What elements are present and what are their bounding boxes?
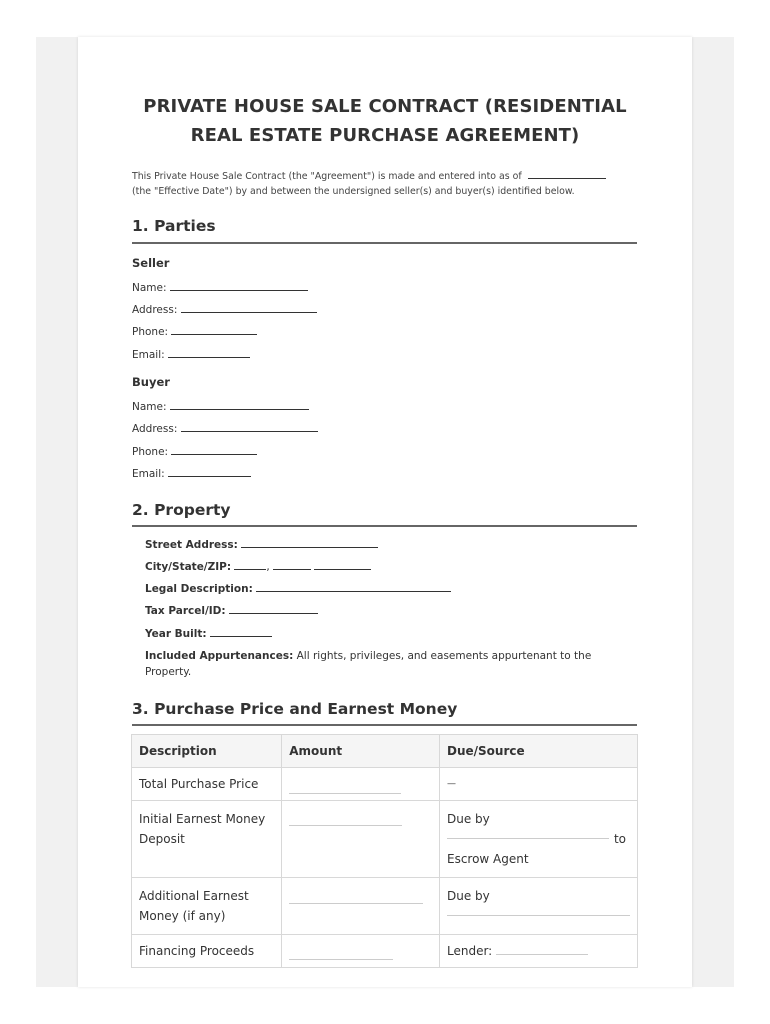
seller-address-label: Address: [132,304,178,316]
initial-earnest-escrow-agent: Escrow Agent [446,852,529,866]
year-built-row [145,626,272,640]
initial-earnest-due-by: Due by [446,812,490,826]
legal-description-label: Legal Description: [145,583,253,595]
buyer-phone-label: Phone: [132,446,169,458]
tax-parcel-row [145,603,318,617]
section-property-heading: 2. Property [132,501,231,519]
total-price-description: Total Purchase Price [132,768,282,801]
additional-earnest-due-date-field[interactable] [447,915,630,916]
buyer-address-row [132,421,318,435]
section-divider [132,242,637,244]
seller-email-row [132,347,250,361]
table-row [132,801,638,878]
table-header-row [132,735,638,768]
buyer-name-field[interactable] [170,399,309,410]
initial-earnest-due-date-field[interactable] [447,838,609,839]
city-state-zip-label: City/State/ZIP: [145,561,232,573]
buyer-name-label: Name: [132,401,167,413]
table-row [132,935,638,968]
buyer-phone-row [132,444,257,458]
table-row [132,878,638,935]
seller-email-field[interactable] [168,347,250,358]
document-title-line-2: REAL ESTATE PURCHASE AGREEMENT) [190,125,580,146]
buyer-email-field[interactable] [168,466,251,477]
initial-earnest-desc-line-2: Deposit [139,832,185,846]
initial-earnest-amount-cell [282,801,440,878]
financing-amount-cell [282,935,440,968]
financing-amount-field[interactable] [289,959,393,960]
additional-earnest-amount-cell [282,878,440,935]
buyer-phone-field[interactable] [171,444,257,455]
initial-earnest-description [132,801,282,878]
street-address-row [145,537,378,551]
initial-earnest-to: to [613,832,626,846]
column-header-amount: Amount [282,735,440,768]
section-parties-heading: 1. Parties [132,217,216,235]
intro-text-1: This Private House Sale Contract (the "Agreement") is made and entered into as of [132,171,522,182]
street-address-field[interactable] [241,537,378,548]
year-built-label: Year Built: [145,628,207,640]
initial-earnest-due-source [439,801,637,878]
seller-phone-field[interactable] [171,324,257,335]
appurtenances-row [145,650,591,662]
seller-address-field[interactable] [181,302,317,313]
appurtenances-text: All rights, privileges, and easements appurtenant to the [293,650,592,662]
initial-earnest-amount-field[interactable] [289,825,402,826]
intro-line-2: (the "Effective Date") by and between the undersigned seller(s) and buyer(s) identified below. [132,186,575,197]
financing-description: Financing Proceeds [132,935,282,968]
purchase-price-table [131,734,638,968]
legal-description-field[interactable] [256,581,451,592]
total-price-amount-cell [282,768,440,801]
tax-parcel-field[interactable] [229,603,318,614]
buyer-heading: Buyer [132,375,170,389]
city-field[interactable] [234,559,266,570]
buyer-address-field[interactable] [181,421,318,432]
column-header-description: Description [132,735,282,768]
column-header-due-source: Due/Source [439,735,637,768]
table-row [132,768,638,801]
seller-address-row [132,302,317,316]
city-comma: , [266,561,270,573]
seller-name-field[interactable] [170,280,308,291]
buyer-address-label: Address: [132,423,178,435]
seller-name-label: Name: [132,282,167,294]
year-built-field[interactable] [210,626,272,637]
buyer-email-row [132,466,251,480]
seller-heading: Seller [132,256,170,270]
street-address-label: Street Address: [145,539,238,551]
buyer-name-row [132,399,309,413]
additional-earnest-amount-field[interactable] [289,903,423,904]
total-price-due-source: — [439,768,637,801]
city-state-zip-row [145,559,371,573]
section-divider [132,724,637,726]
total-price-amount-field[interactable] [289,793,401,794]
buyer-email-label: Email: [132,468,165,480]
financing-lender-label: Lender: [446,944,493,958]
additional-earnest-description [132,878,282,935]
intro-line-1 [132,168,606,182]
appurtenances-label: Included Appurtenances: [145,650,294,662]
seller-name-row [132,280,308,294]
additional-earnest-due-source [439,878,637,935]
seller-email-label: Email: [132,349,165,361]
additional-earnest-due-by: Due by [446,889,490,903]
financing-lender-field[interactable] [496,954,588,955]
financing-due-source [439,935,637,968]
seller-phone-row [132,324,257,338]
appurtenances-text-continued: Property. [145,666,192,678]
state-field[interactable] [273,559,311,570]
legal-description-row [145,581,451,595]
additional-earnest-desc-line-1: Additional Earnest [139,889,249,903]
section-purchase-heading: 3. Purchase Price and Earnest Money [132,700,458,718]
initial-earnest-due-date-row [447,829,630,849]
tax-parcel-label: Tax Parcel/ID: [145,605,226,617]
effective-date-field[interactable] [528,168,606,179]
initial-earnest-desc-line-1: Initial Earnest Money [139,812,266,826]
seller-phone-label: Phone: [132,326,169,338]
section-divider [132,525,637,527]
zip-field[interactable] [314,559,371,570]
document-title-line-1: PRIVATE HOUSE SALE CONTRACT (RESIDENTIAL [143,96,627,117]
additional-earnest-desc-line-2: Money (if any) [139,909,226,923]
